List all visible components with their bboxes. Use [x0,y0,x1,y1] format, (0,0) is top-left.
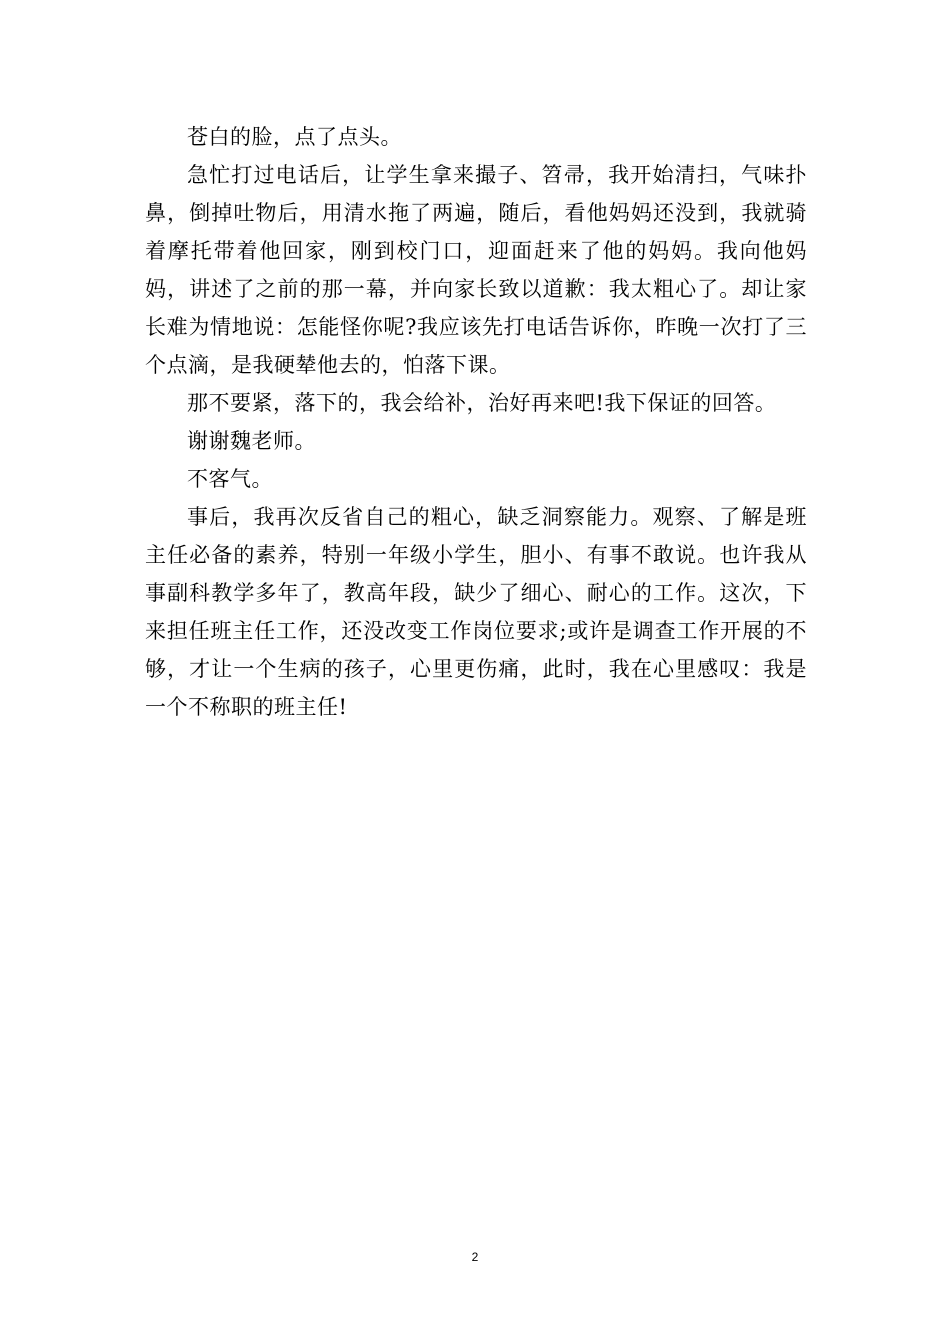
paragraph: 那不要紧，落下的，我会给补，治好再来吧!我下保证的回答。 [187,391,777,415]
paragraph: 急忙打过电话后，让学生拿来撮子、笤帚，我开始清扫，气味扑鼻，倒掉吐物后，用清水拖了两遍，随后，看他妈妈还没到，我就骑着摩托带着他回家，刚到校门口，迎面赶来了他的妈妈。我向他妈妈，讲述了之前的那一幕，并向家长致以道歉：我太粗心了。却让家长难为情地说：怎能怪你呢?我应该先打电话告诉你，昨晚一次打了三个点滴，是我硬辇他去的，怕落下课。 [145,163,807,377]
document-body [145,118,807,726]
paragraph: 不客气。 [187,467,273,491]
paragraph: 谢谢魏老师。 [187,429,316,453]
paragraph: 事后，我再次反省自己的粗心，缺乏洞察能力。观察、了解是班主任必备的素养，特别一年级小学生，胆小、有事不敢说。也许我从事副科教学多年了，教高年段，缺少了细心、耐心的工作。这次，下来担任班主任工作，还没改变工作岗位要求;或许是调查工作开展的不够，才让一个生病的孩子，心里更伤痛，此时，我在心里感叹：我是一个不称职的班主任! [145,505,807,719]
page-number: 2 [471,1250,479,1264]
paragraph: 苍白的脸，点了点头。 [187,125,402,149]
